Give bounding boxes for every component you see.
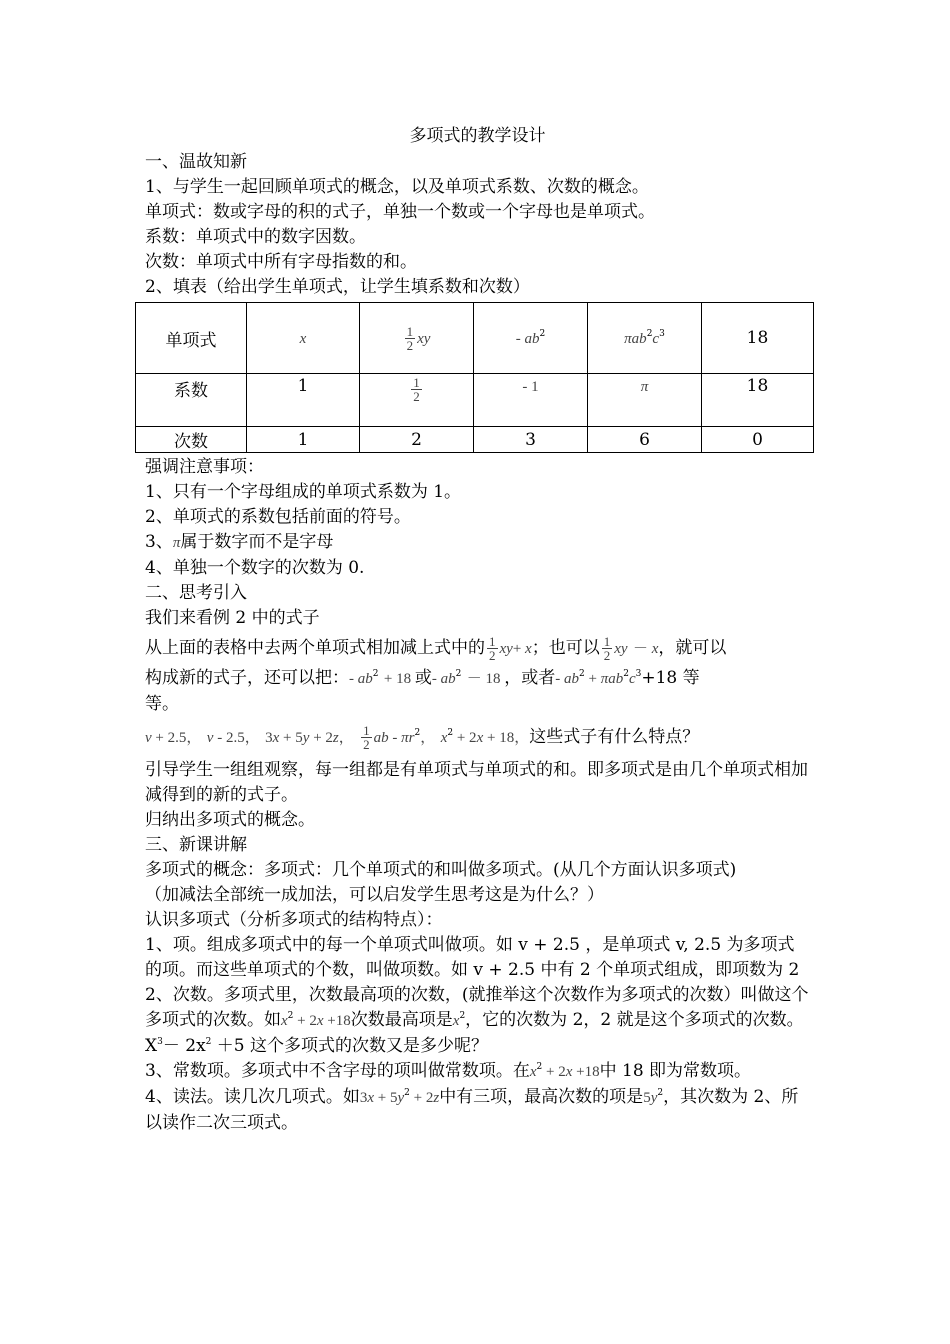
paragraph: 等。 [145, 694, 179, 714]
document-page [145, 122, 810, 1136]
page-title: 多项式的教学设计 [409, 126, 546, 146]
paragraph: 认识多项式（分析多项式的结构特点）： [145, 910, 443, 930]
paragraph: 引导学生一组组观察，每一组都是有单项式与单项式的和。即多项式是由几个单项式相加减得到的新的式子。 [145, 760, 808, 805]
paragraph: 次数：单项式中所有字母指数的和。 [145, 252, 417, 272]
table-cell: 3 [474, 427, 588, 453]
table-row [136, 427, 814, 453]
table-cell: 1 [247, 374, 360, 427]
table-cell: 系数 [136, 374, 247, 427]
section-heading-3: 三、新课讲解 [145, 835, 247, 855]
table-cell: $\frac{1}{2}$ [360, 374, 474, 427]
table-cell: - $ab^2$ [474, 303, 588, 374]
paragraph: 归纳出多项式的概念。 [145, 810, 315, 830]
table-cell: 2 [360, 427, 474, 453]
paragraph: 我们来看例 2 中的式子 [145, 608, 320, 628]
paragraph: 系数：单项式中的数字因数。 [145, 227, 366, 247]
expression-list: v + 2.5， v - 2.5， 3x + 5y + 2z， $\frac{1}{2}$ ab - $\pi r^2$， $x^2 + 2x + 18$，这些式子有什么特点？ [145, 723, 700, 752]
table-cell: x [247, 303, 360, 374]
table-row [136, 303, 814, 374]
table-cell: π [588, 374, 702, 427]
list-item: 3、常数项。多项式中不含字母的项叫做常数项。在$x^2 + 2x +18$中 18 即为常数项。 [145, 1061, 752, 1081]
table-cell: 6 [588, 427, 702, 453]
note-item: 1、只有一个字母组成的单项式系数为 1。 [145, 482, 462, 502]
table-cell: - 1 [474, 374, 588, 427]
table-cell: 18 [702, 374, 814, 427]
section-heading-1: 一、温故知新 [145, 152, 247, 172]
paragraph: （加减法全部统一成加法，可以启发学生思考这是为什么？） [145, 885, 604, 905]
list-item: 4、读法。读几次几项式。如$3x + 5y^2 + 2z$中有三项，最高次数的项是$5y^2$，其次数为 2、所以读作二次三项式。 [145, 1087, 799, 1133]
note-item: 2、单项式的系数包括前面的符号。 [145, 507, 411, 527]
section-heading-2: 二、思考引入 [145, 583, 247, 603]
note-item: 3、π属于数字而不是字母 [145, 532, 334, 552]
note-item: 4、单独一个数字的次数为 0. [145, 558, 365, 578]
paragraph: 构成新的式子，还可以把：- $ab^2 + 18$ 或- $ab^2 - 18$ ，或者- $ab^2 + \pi ab^2c^3+18$ 等 [145, 668, 700, 688]
paragraph: 2、填表（给出学生单项式，让学生填系数和次数） [145, 277, 530, 297]
paragraph: 1、与学生一起回顾单项式的概念，以及单项式系数、次数的概念。 [145, 177, 649, 197]
table-cell: 18 [702, 303, 814, 374]
list-item: 1、项。组成多项式中的每一个单项式叫做项。如 v + 2.5 ，是单项式 v, 2.5 为多项式的项。而这些单项式的个数，叫做项数。如 v + 2.5 中有 2 个单项式组成，即项数为 2 [145, 935, 800, 980]
table-cell: 次数 [136, 427, 247, 453]
monomial-table [135, 302, 814, 453]
table-cell: 1 [247, 427, 360, 453]
paragraph: 多项式的概念：多项式：几个单项式的和叫做多项式。(从几个方面认识多项式) [145, 860, 737, 880]
table-cell: 单项式 [136, 303, 247, 374]
table-row [136, 374, 814, 427]
list-item: 2、次数。多项式里，次数最高项的次数，(就推举这个次数作为多项式的次数）叫做这个多项式的次数。如$x^2 + 2x +18$次数最高项是$x^2$，它的次数为 2，2 就是这个多项式的次数。$X^3- 2x^2 +5$ 这个多项式的次数又是多少呢？ [145, 985, 809, 1056]
notes-heading: 强调注意事项： [145, 457, 264, 477]
table-cell: 0 [702, 427, 814, 453]
paragraph: 从上面的表格中去两个单项式相加减上式中的 $\frac{1}{2}$ xy+ x；也可以 $\frac{1}{2}$ xy － x，就可以 [145, 634, 727, 663]
table-cell: $\pi ab^2c^3$ [588, 303, 702, 374]
table-cell: $\frac{1}{2}$ xy [360, 303, 474, 374]
paragraph: 单项式：数或字母的积的式子，单独一个数或一个字母也是单项式。 [145, 202, 655, 222]
